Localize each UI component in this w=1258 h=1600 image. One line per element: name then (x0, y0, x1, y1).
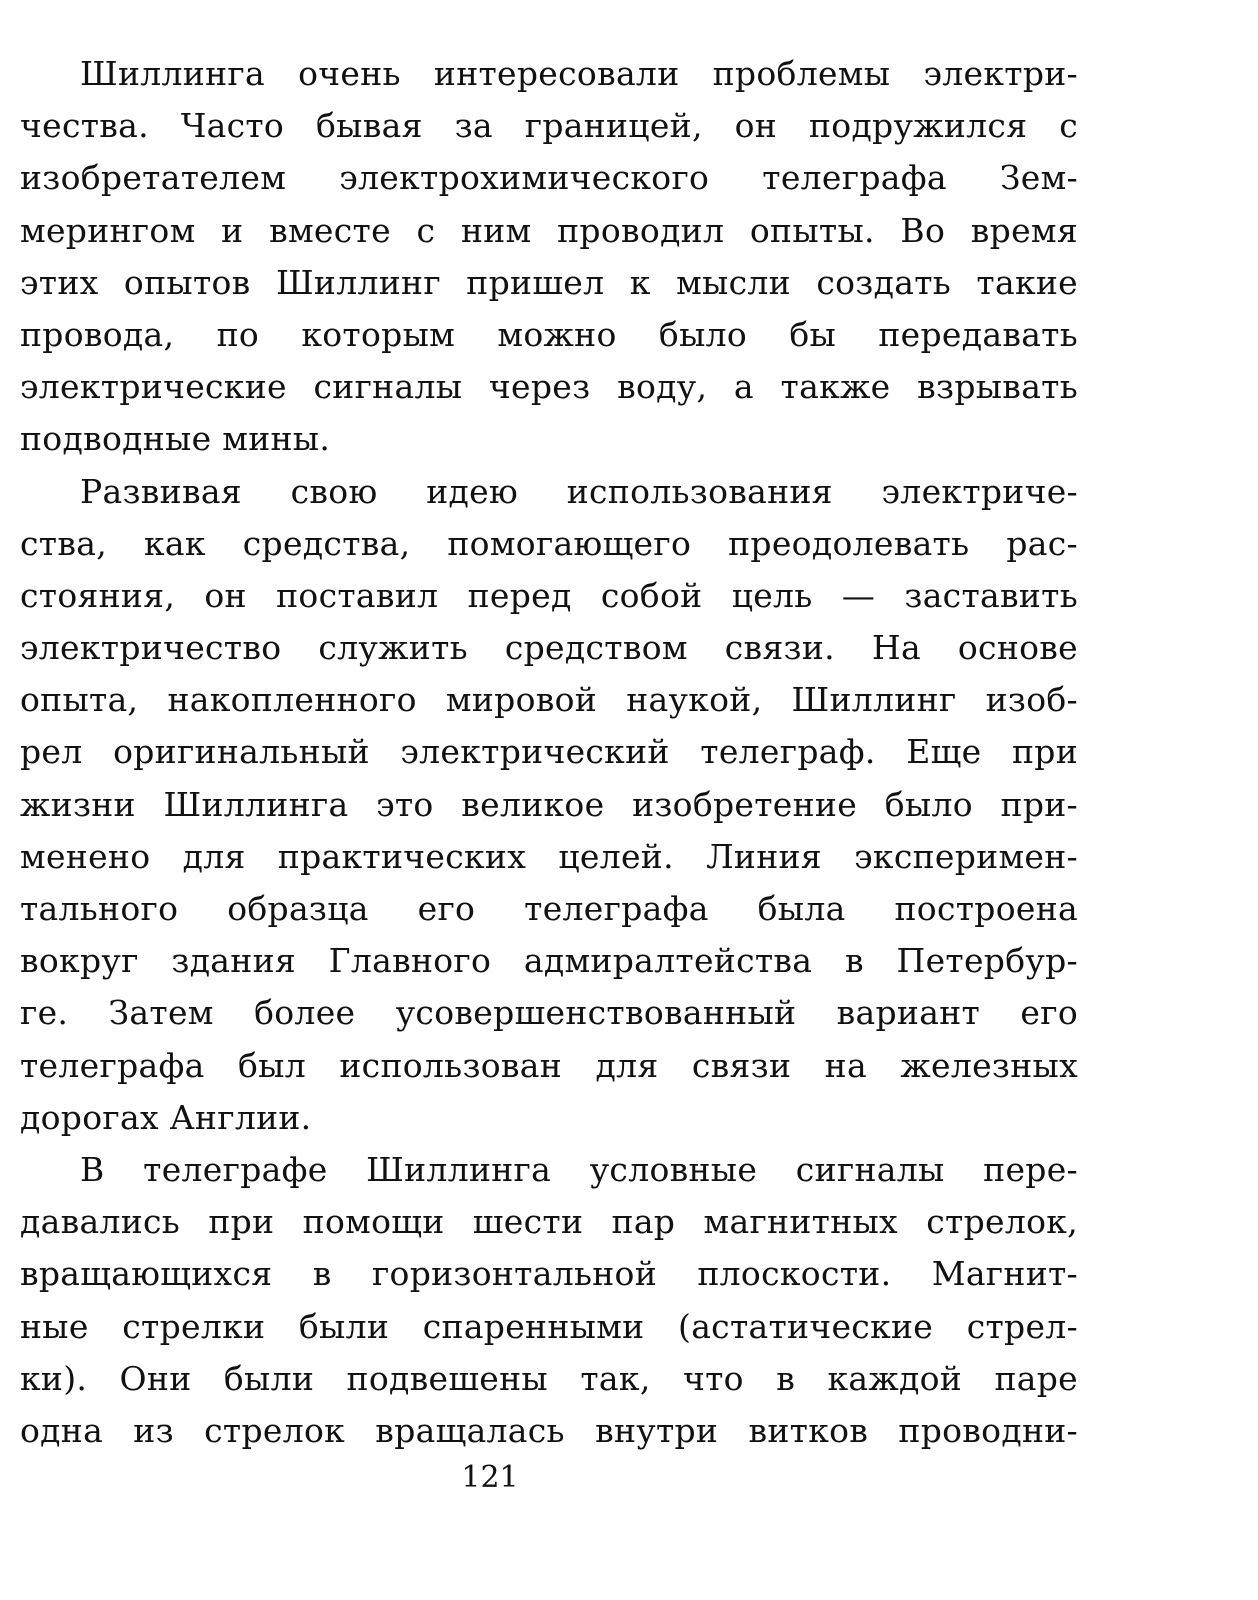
text-line: чества. Часто бывая за границей, он подружился с (20, 106, 1078, 146)
text-line: этих опытов Шиллинг пришел к мысли создать такие (20, 262, 1078, 302)
text-line: опыта, накопленного мировой наукой, Шиллинг изоб- (20, 680, 1078, 720)
text-line: В телеграфе Шиллинга условные сигналы пере- (80, 1149, 1078, 1189)
text-line: вращающихся в горизонтальной плоскости. Магнит- (20, 1254, 1078, 1294)
text-line: электрические сигналы через воду, а также взрывать (20, 367, 1078, 407)
text-line: дорогах Англии. (20, 1097, 312, 1137)
text-line: рел оригинальный электрический телеграф. Еще при (20, 732, 1078, 772)
body-text (20, 48, 1078, 1457)
text-line: электричество служить средством связи. На основе (20, 628, 1078, 668)
text-line: ге. Затем более усовершенствованный вариант его (20, 993, 1078, 1033)
text-line: изобретателем электрохимического телеграфа Зем- (20, 158, 1078, 198)
text-line: ства, как средства, помогающего преодолевать рас- (20, 523, 1078, 563)
text-line: менено для практических целей. Линия эксперимен- (20, 836, 1078, 876)
text-line: жизни Шиллинга это великое изобретение было при- (20, 784, 1078, 824)
text-line: Развивая свою идею использования электриче- (80, 471, 1078, 511)
text-line: вокруг здания Главного адмиралтейства в Петербур- (20, 941, 1078, 981)
page-number: 121 (461, 1460, 519, 1495)
text-line: ки). Они были подвешены так, что в каждой паре (20, 1358, 1078, 1398)
text-line: ные стрелки были спаренными (астатические стрел- (20, 1306, 1078, 1346)
text-line: Шиллинга очень интересовали проблемы электри- (80, 54, 1078, 93)
text-line: одна из стрелок вращалась внутри витков проводни- (20, 1410, 1078, 1450)
text-line: тального образца его телеграфа была построена (20, 889, 1078, 928)
text-line: стояния, он поставил перед собой цель — заставить (20, 575, 1078, 615)
paragraph (20, 48, 1078, 466)
text-line: телеграфа был использован для связи на железных (20, 1045, 1078, 1085)
text-line: давались при помощи шести пар магнитных стрелок, (20, 1202, 1078, 1242)
text-line: мерингом и вместе с ним проводил опыты. Во время (20, 210, 1078, 250)
paragraph (20, 466, 1078, 1144)
paragraph (20, 1144, 1078, 1457)
text-line: подводные мины. (20, 419, 331, 459)
text-line: провода, по которым можно было бы передавать (20, 314, 1078, 354)
